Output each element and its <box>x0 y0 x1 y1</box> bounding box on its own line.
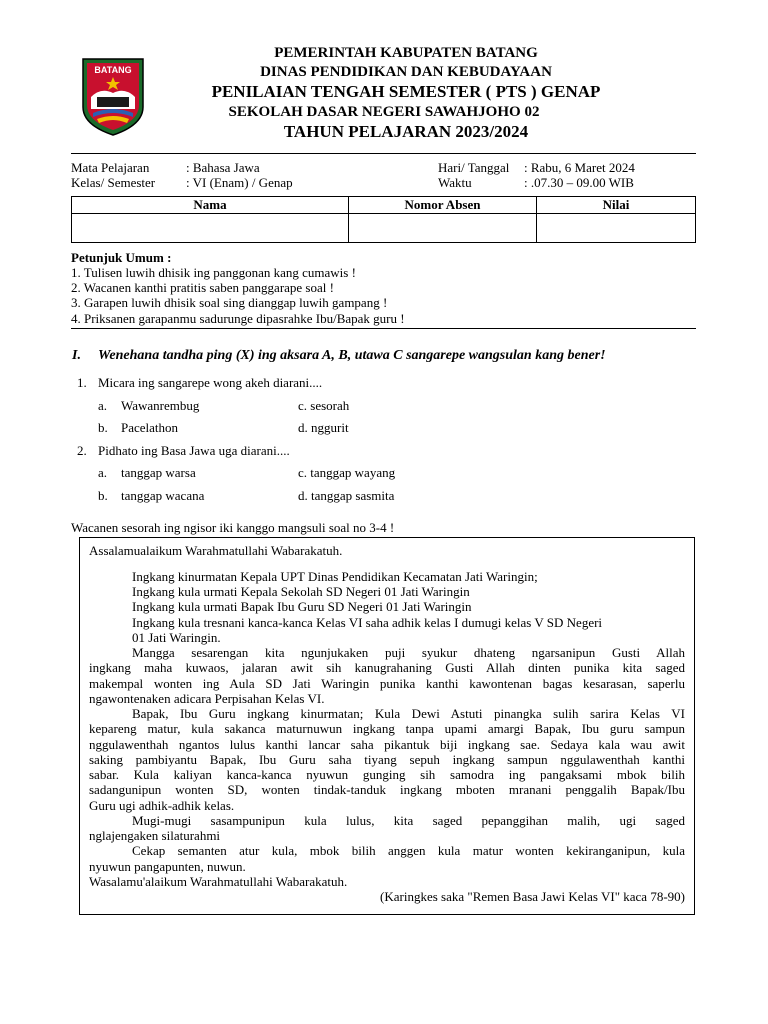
passage-line: 01 Jati Waringin. <box>132 630 221 645</box>
option-text[interactable]: Wawanrembug <box>121 398 200 413</box>
passage-line: Guru ugi adhik-adhik kelas. <box>89 798 235 813</box>
day-value: : Rabu, 6 Maret 2024 <box>524 160 635 175</box>
passage-closing: Wasalamu'alaikum Warahmatullahi Wabarakatuh. <box>89 874 348 889</box>
subject-value: : Bahasa Jawa <box>186 160 260 175</box>
class-label: Kelas/ Semester <box>71 175 156 190</box>
passage-line: Ingkang kula urmati Kepala Sekolah SD Negeri 01 Jati Waringin <box>132 584 470 599</box>
header-school: SEKOLAH DASAR NEGERI SAWAHJOHO 02 <box>228 104 540 120</box>
speech-passage <box>79 537 695 915</box>
option-text[interactable]: d. tanggap sasmita <box>298 488 395 503</box>
passage-line: sabar. Kula kaliyan kanca-kanca nyuwun gunging sih samodra ing pangaksami mbok bilih <box>89 767 685 782</box>
instruction-item: 1. Tulisen luwih dhisik ing panggonan kang cumawis ! <box>71 265 356 280</box>
passage-greeting: Assalamualaikum Warahmatullahi Wabarakatuh. <box>89 543 343 558</box>
name-field[interactable] <box>72 214 349 243</box>
passage-line: kepareng matur, kula sakanca maturnuwun ingkang tanpa upami amargi Bapak, Ibu guru sampun <box>89 721 685 736</box>
header-divider <box>71 153 696 154</box>
option-text[interactable]: tanggap warsa <box>121 465 196 480</box>
passage-line: ingkang maha kuwaos, jalaran awit sih kanugrahaning Gusti Allah dinten punika kita saged <box>89 660 685 675</box>
passage-line: saking pambiyantu Bapak, Ibu Guru saha tiyang sepuh ingkang sampun nggulawenthah kanthi <box>89 752 685 767</box>
passage-line: sadangunipun wonten SD, wonten tindak-tanduk ingkang mboten mranani penggalih Bapak/Ibu <box>89 782 685 797</box>
absence-number-header: Nomor Absen <box>349 197 537 214</box>
question-number: 2. <box>77 443 87 458</box>
score-field[interactable] <box>537 214 696 243</box>
passage-line: Ingkang kula urmati Bapak Ibu Guru SD Negeri 01 Jati Waringin <box>132 599 472 614</box>
header-year: TAHUN PELAJARAN 2023/2024 <box>283 122 529 141</box>
passage-line: Cekap semanten atur kula, mbok bilih anggen kula matur wonten kekiranganipun, kula <box>132 843 685 858</box>
header-exam-title: PENILAIAN TENGAH SEMESTER ( PTS ) GENAP <box>211 82 601 101</box>
instruction-item: 4. Priksanen garapanmu sadurunge dipasrahke Ibu/Bapak guru ! <box>71 311 405 326</box>
question-text: Pidhato ing Basa Jawa uga diarani.... <box>98 443 290 458</box>
option-letter[interactable]: a. <box>98 398 108 413</box>
svg-text:BATANG: BATANG <box>94 65 132 75</box>
name-header: Nama <box>72 197 349 214</box>
section-instruction: Wenehana tandha ping (X) ing aksara A, B, utawa C sangarepe wangsulan kang bener! <box>98 348 606 363</box>
passage-line: Ingkang kula tresnani kanca-kanca Kelas VI saha adhik kelas I dumugi kelas V SD Negeri <box>132 615 603 630</box>
instruction-item: 3. Garapen luwih dhisik soal sing dianggap luwih gampang ! <box>71 295 388 310</box>
question-number: 1. <box>77 375 87 390</box>
passage-line: ngawontenaken adicara Perpisahan Kelas VI. <box>89 691 325 706</box>
question-text: Micara ing sangarepe wong akeh diarani.... <box>98 375 323 390</box>
time-value: : .07.30 – 09.00 WIB <box>524 175 634 190</box>
header-government: PEMERINTAH KABUPATEN BATANG <box>274 45 538 61</box>
option-letter[interactable]: a. <box>98 465 108 480</box>
passage-line: Bapak, Ibu Guru ingkang kinurmatan; Kula Dewi Astuti pinangka sulih sarira Kelas VI <box>132 706 685 721</box>
passage-line: nglajengaken silaturahmi <box>89 828 221 843</box>
passage-line: nyuwun pangapunten, nuwun. <box>89 859 246 874</box>
class-value: : VI (Enam) / Genap <box>186 175 293 190</box>
passage-intro: Wacanen sesorah ing ngisor iki kanggo mangsuli soal no 3-4 ! <box>71 520 395 535</box>
instruction-item: 2. Wacanen kanthi pratitis saben panggarape soal ! <box>71 280 334 295</box>
passage-line: nggulawenthah ngantos lulus kanthi lancar saha pikantuk biji ingkang sae. Sedaya kala wau awit <box>89 737 685 752</box>
instructions-divider <box>71 328 696 329</box>
option-text[interactable]: c. tanggap wayang <box>298 465 396 480</box>
option-letter[interactable]: b. <box>98 488 108 503</box>
section-number: I. <box>72 348 81 363</box>
score-header: Nilai <box>537 197 696 214</box>
option-letter[interactable]: b. <box>98 420 108 435</box>
option-text[interactable]: tanggap wacana <box>121 488 205 503</box>
instructions-title: Petunjuk Umum : <box>71 250 172 265</box>
passage-source: (Karingkes saka "Remen Basa Jawi Kelas VI" kaca 78-90) <box>380 889 685 904</box>
header-department: DINAS PENDIDIKAN DAN KEBUDAYAAN <box>260 64 552 80</box>
passage-line: Mugi-mugi sasampunipun kula lulus, kita saged pepanggihan malih, ugi saged <box>132 813 685 828</box>
passage-line: makempal wonten ing Aula SD Jati Waringin punika kanthi kawontenan bagas kesarasan, saperlu <box>89 676 685 691</box>
day-label: Hari/ Tanggal <box>438 160 510 175</box>
passage-line: Ingkang kinurmatan Kepala UPT Dinas Pendidikan Kecamatan Jati Waringin; <box>132 569 538 584</box>
absence-number-field[interactable] <box>349 214 537 243</box>
passage-line: Mangga sesarengan kita ngunjukaken puji syukur dhateng ngarsanipun Gusti Allah <box>132 645 685 660</box>
subject-label: Mata Pelajaran <box>71 160 150 175</box>
time-label: Waktu <box>438 175 472 190</box>
option-text[interactable]: c. sesorah <box>298 398 350 413</box>
identity-table <box>71 196 696 243</box>
option-text[interactable]: d. nggurit <box>298 420 349 435</box>
option-text[interactable]: Pacelathon <box>121 420 179 435</box>
